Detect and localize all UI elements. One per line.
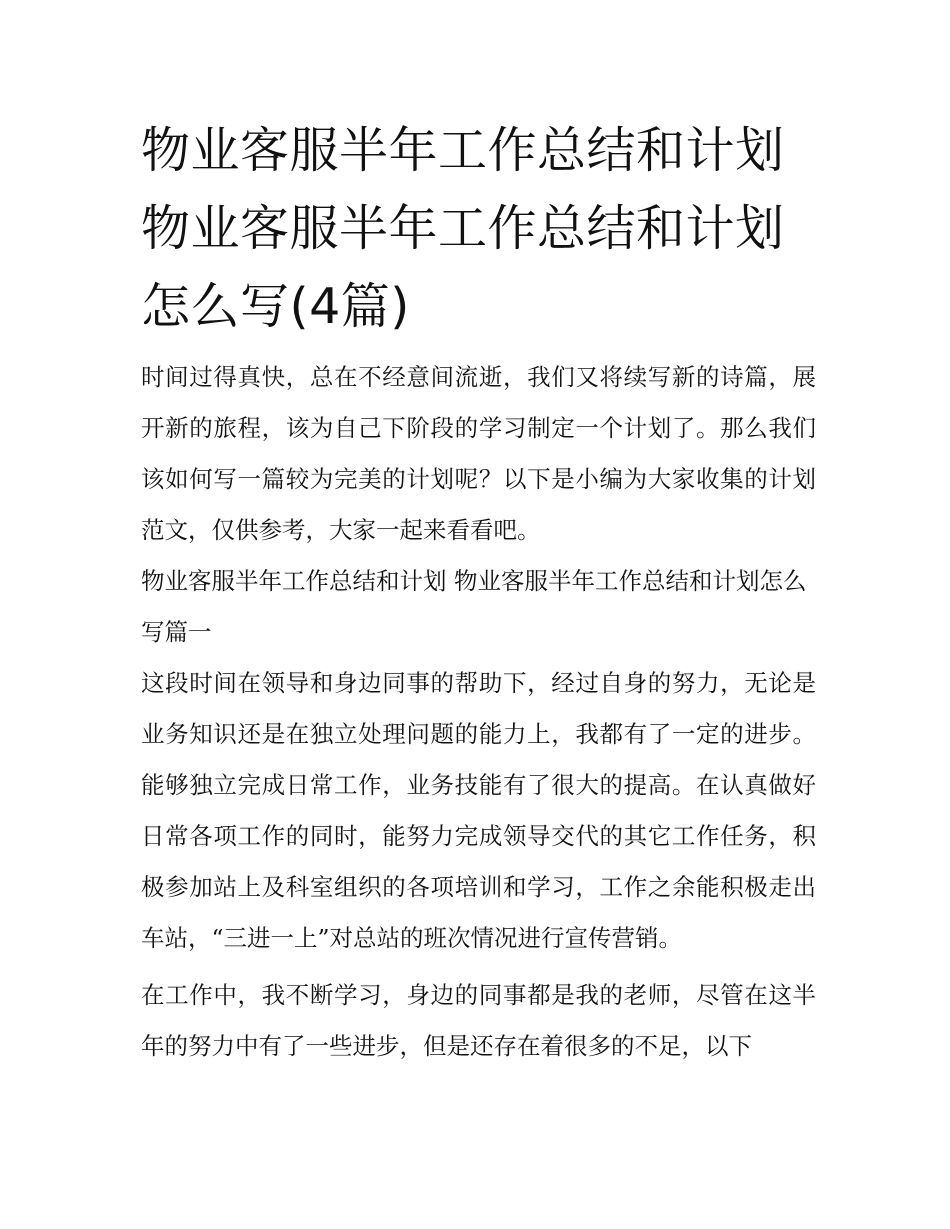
intro-paragraph: 时间过得真快，总在不经意间流逝，我们又将续写新的诗篇，展开新的旅程，该为自己下阶段的学习制定一个计划了。那么我们该如何写一篇较为完美的计划呢？以下是小编为大家收集的计划范文，仅供参考，大家一起来看看吧。	[141, 363, 816, 544]
body-paragraph-2: 在工作中，我不断学习，身边的同事都是我的老师，尽管在这半年的努力中有了一些进步，但是还存在着很多的不足，以下	[141, 981, 816, 1060]
section-heading: 物业客服半年工作总结和计划 物业客服半年工作总结和计划怎么写篇一	[141, 567, 807, 646]
document-page	[141, 112, 816, 1072]
body-paragraph-1: 这段时间在领导和身边同事的帮助下，经过自身的努力，无论是业务知识还是在独立处理问题的能力上，我都有了一定的进步。能够独立完成日常工作，业务技能有了很大的提高。在认真做好日常各项工作的同时，能努力完成领导交代的其它工作任务，积极参加站上及科室组织的各项培训和学习，工作之余能积极走出车站，“三进一上”对总站的班次情况进行宣传营销。	[141, 669, 816, 952]
document-title: 物业客服半年工作总结和计划 物业客服半年工作总结和计划怎么写(4篇)	[141, 122, 785, 335]
